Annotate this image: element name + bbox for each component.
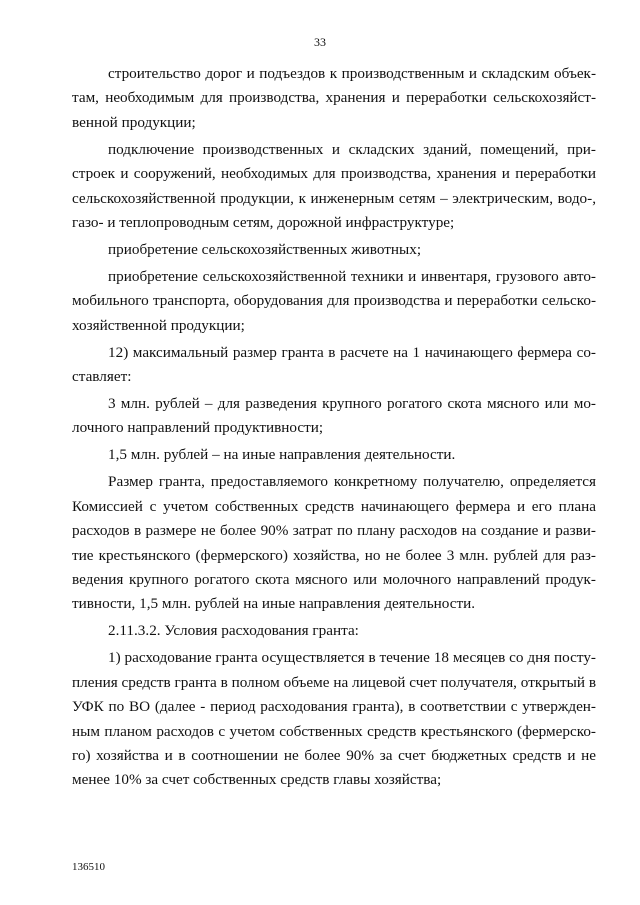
text-line: мобильного транспорта, оборудования для производства и переработки сельско- <box>72 292 596 310</box>
text-line: 12) максимальный размер гранта в расчете на 1 начинающего фермера со- <box>108 343 596 361</box>
body-text <box>72 62 596 793</box>
text-line: ным планом расходов с учетом собственных средств крестьянского (фермерско- <box>72 722 596 740</box>
text-line: ведения крупного рогатого скота мясного или молочного направлений продук- <box>72 570 596 588</box>
text-line: тие крестьянского (фермерского) хозяйства, но не более 3 млн. рублей для раз- <box>72 546 596 564</box>
section-heading-2-11-3-2 <box>72 619 596 643</box>
paragraph-spending-terms <box>72 646 596 792</box>
text-line: подключение производственных и складских зданий, помещений, при- <box>108 140 596 158</box>
paragraph-cattle-grant <box>72 392 596 441</box>
text-line: газо- и теплопроводным сетям, дорожной инфраструктуре; <box>72 213 455 231</box>
text-line: там, необходимым для производства, хранения и переработки сельскохозяйст- <box>72 89 596 107</box>
paragraph-roads <box>72 62 596 135</box>
paragraph-max-grant <box>72 341 596 390</box>
text-line: 1,5 млн. рублей – на иные направления деятельности. <box>108 446 456 464</box>
text-line: приобретение сельскохозяйственной техники и инвентаря, грузового авто- <box>108 267 596 285</box>
text-line: расходов в размере не более 90% затрат по плану расходов на создание и разви- <box>72 522 596 540</box>
text-line: хозяйственной продукции; <box>72 316 245 334</box>
paragraph-machinery <box>72 265 596 338</box>
text-line: 1) расходование гранта осуществляется в течение 18 месяцев со дня посту- <box>108 649 596 667</box>
page-number: 33 <box>314 35 326 49</box>
text-line: го) хозяйства и в соотношении не более 90% за счет бюджетных средств и не <box>72 746 596 764</box>
paragraph-connection <box>72 138 596 236</box>
text-line: 3 млн. рублей – для разведения крупного рогатого скота мясного или мо- <box>108 395 596 413</box>
text-line: 2.11.3.2. Условия расходования гранта: <box>108 622 359 640</box>
text-line: строек и сооружений, необходимых для производства, хранения и переработки <box>72 165 596 183</box>
paragraph-animals <box>72 238 596 262</box>
text-line: тивности, 1,5 млн. рублей на иные направления деятельности. <box>72 595 476 613</box>
paragraph-grant-size <box>72 470 596 616</box>
text-line: ставляет: <box>72 368 132 386</box>
document-code: 136510 <box>72 861 105 873</box>
text-line: Комиссией с учетом собственных средств начинающего фермера и его плана <box>72 497 596 515</box>
text-line: лочного направлений продуктивности; <box>72 419 324 437</box>
text-line: менее 10% за счет собственных средств главы хозяйства; <box>72 771 442 789</box>
text-line: венной продукции; <box>72 113 196 131</box>
text-line: УФК по ВО (далее - период расходования гранта), в соответствии с утвержден- <box>72 698 596 716</box>
paragraph-other-grant <box>72 443 596 467</box>
text-line: строительство дорог и подъездов к производственным и складским объек- <box>108 65 596 82</box>
text-line: приобретение сельскохозяйственных животных; <box>108 240 422 258</box>
text-line: сельскохозяйственной продукции, к инженерным сетям – электрическим, водо-, <box>72 189 596 207</box>
text-line: пления средств гранта в полном объеме на лицевой счет получателя, открытый в <box>72 673 596 691</box>
text-line: Размер гранта, предоставляемого конкретному получателю, определяется <box>108 473 596 491</box>
